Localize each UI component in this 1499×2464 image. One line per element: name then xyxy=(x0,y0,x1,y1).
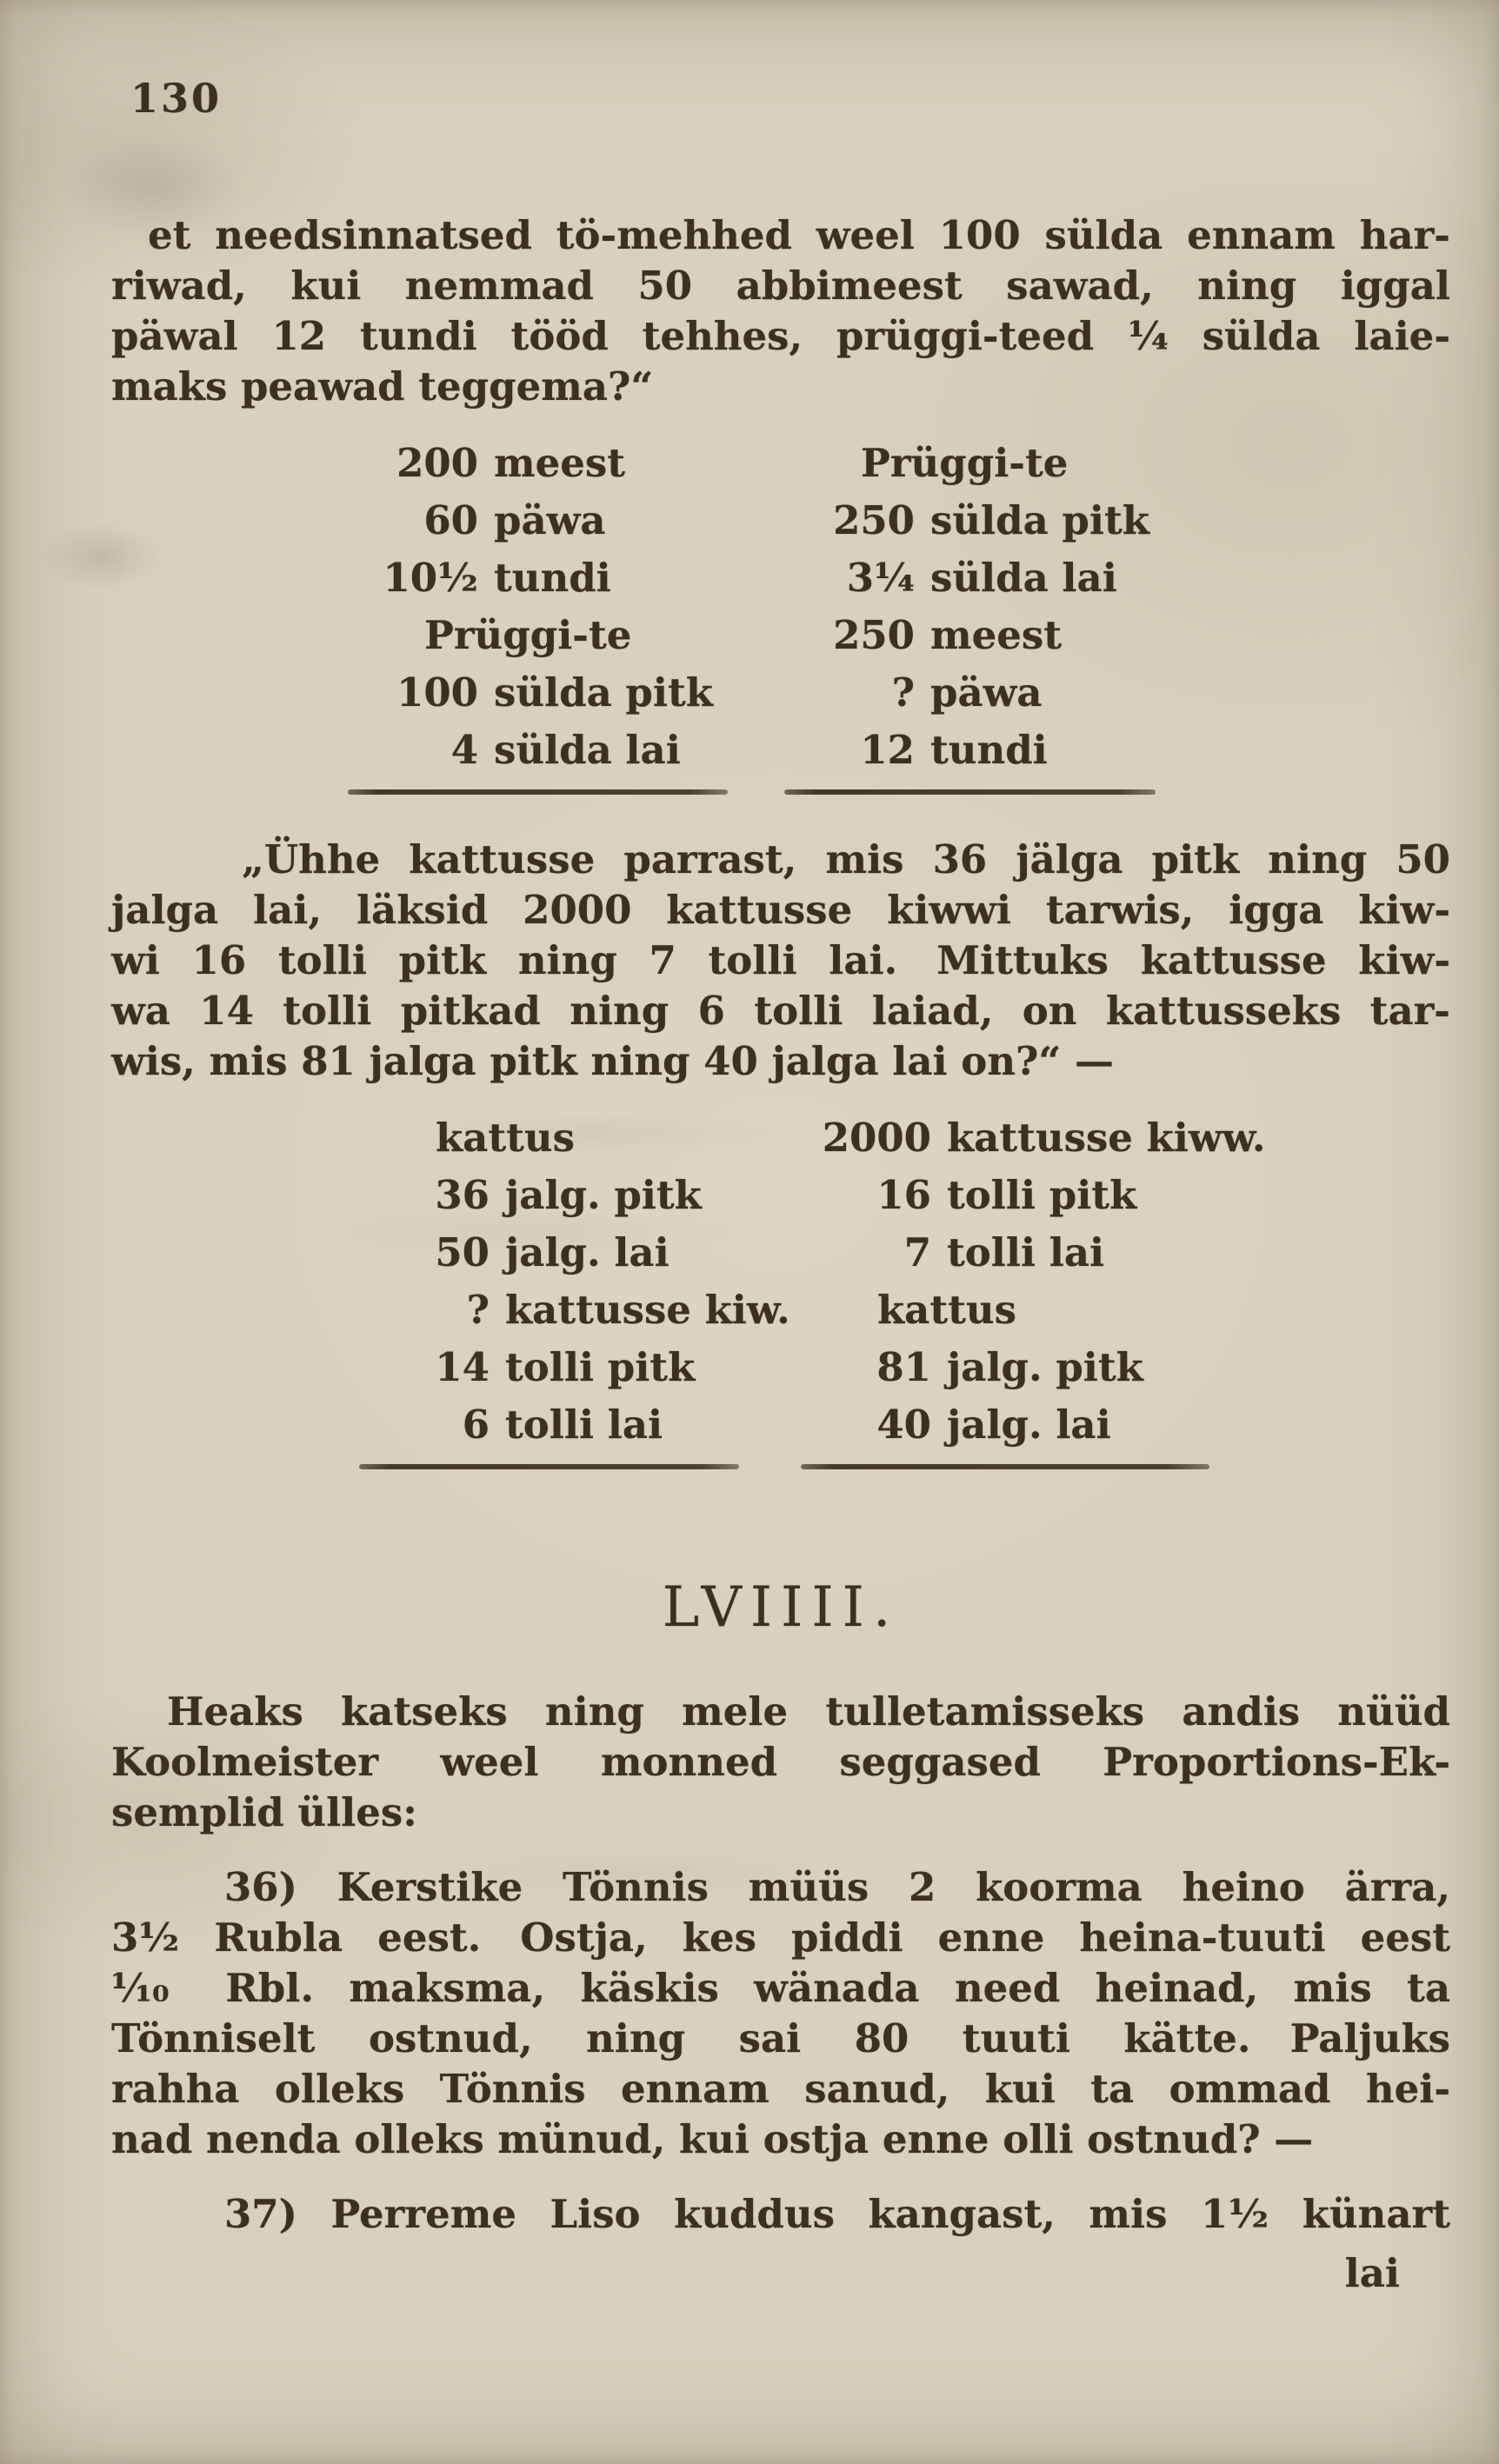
row-value: 10½ xyxy=(383,555,478,601)
text-line: wi 16 tolli pitk ning 7 tolli lai. Mittuks kattusse kiw- xyxy=(111,937,1450,983)
row-unit: tolli lai xyxy=(505,1402,663,1448)
row-value: 40 xyxy=(876,1402,931,1448)
row-value: 200 xyxy=(396,440,478,486)
table-row xyxy=(801,1396,1223,1454)
row-unit: jalg. lai xyxy=(505,1229,670,1275)
row-unit: kattusse kiww. xyxy=(947,1115,1266,1161)
table-row xyxy=(359,1396,750,1454)
text-line: päwal 12 tundi tööd tehhes, prüggi-teed ¼ sülda laie- xyxy=(111,313,1450,359)
row-unit: sülda pitk xyxy=(494,669,713,716)
row-value: 250 xyxy=(833,497,915,543)
row-unit: tolli pitk xyxy=(505,1344,696,1390)
table-row xyxy=(348,435,739,492)
paragraph-2 xyxy=(111,835,1450,1087)
paragraph-1 xyxy=(111,210,1450,412)
paragraph-3 xyxy=(111,1687,1450,1838)
page-number: 130 xyxy=(130,75,223,122)
row-value: 100 xyxy=(396,669,478,716)
text-line: Heaks katseks ning mele tulletamisseks andis nüüd xyxy=(167,1688,1450,1735)
row-value: 60 xyxy=(423,497,478,543)
table-row xyxy=(348,664,739,722)
row-value: 6 xyxy=(462,1402,490,1448)
table-1-left-column xyxy=(348,435,739,795)
row-value: 250 xyxy=(833,612,915,658)
table-row xyxy=(801,1339,1223,1396)
table-row xyxy=(784,492,1167,549)
row-unit: tundi xyxy=(930,727,1048,773)
table-row xyxy=(348,607,739,664)
text-line: wa 14 tolli pitkad ning 6 tolli laiad, on kattusseks tar- xyxy=(111,988,1450,1034)
catchword: lai xyxy=(1344,2250,1400,2296)
paragraph-5-exercise-37 xyxy=(111,2189,1450,2240)
row-unit: tolli pitk xyxy=(947,1172,1137,1218)
row-unit: meest xyxy=(494,440,625,486)
row-unit: Prüggi-te xyxy=(861,440,1069,486)
table-1-right-column xyxy=(784,435,1167,795)
proportion-table-2 xyxy=(111,1109,1450,1469)
table-row xyxy=(784,435,1167,492)
row-unit: sülda lai xyxy=(930,555,1117,601)
row-unit: jalg. pitk xyxy=(947,1344,1143,1390)
table-row xyxy=(348,722,739,779)
table-row xyxy=(359,1109,750,1167)
row-value xyxy=(348,607,424,664)
table-row xyxy=(784,607,1167,664)
text-line: Koolmeister weel monned seggased Proportions-Ek- xyxy=(111,1739,1450,1785)
text-line: wis, mis 81 jalga pitk ning 40 jalga lai on?“ — xyxy=(111,1038,1114,1084)
row-value: 81 xyxy=(876,1344,931,1390)
table-row xyxy=(784,664,1167,722)
section-heading: LVIIII. xyxy=(662,1575,900,1640)
table-row xyxy=(359,1167,750,1224)
row-value: ? xyxy=(466,1287,490,1333)
row-unit: päwa xyxy=(930,669,1043,716)
table-row xyxy=(801,1282,1223,1339)
row-unit: jalg. lai xyxy=(947,1402,1111,1448)
table-2-left-column xyxy=(359,1109,790,1469)
row-unit: sülda pitk xyxy=(930,497,1149,543)
table-row xyxy=(801,1224,1223,1282)
table-row xyxy=(801,1109,1266,1167)
text-column xyxy=(111,210,1450,2299)
row-unit: kattus xyxy=(436,1115,575,1161)
row-unit: meest xyxy=(930,612,1062,658)
text-line: semplid ülles: xyxy=(111,1789,417,1835)
row-unit: kattus xyxy=(877,1287,1016,1333)
row-value: 2000 xyxy=(822,1115,931,1161)
row-value: 14 xyxy=(435,1344,490,1390)
row-value xyxy=(801,1282,877,1339)
row-value: 12 xyxy=(860,727,915,773)
row-value: 50 xyxy=(435,1229,490,1275)
table-row xyxy=(359,1282,790,1339)
row-value: 16 xyxy=(876,1172,931,1218)
text-line: ⅒ Rbl. maksma, käskis wänada need heinad, mis ta xyxy=(111,1965,1450,2011)
row-unit: kattusse kiw. xyxy=(505,1287,790,1333)
row-value: 36 xyxy=(435,1172,490,1218)
row-unit: tundi xyxy=(494,555,611,601)
text-line: 36) Kerstike Tönnis müüs 2 koorma heino ärra, xyxy=(224,1864,1450,1910)
row-value: 7 xyxy=(903,1229,931,1275)
proportion-table-1 xyxy=(111,435,1450,795)
row-value: 3¼ xyxy=(846,555,915,601)
row-unit: päwa xyxy=(494,497,606,543)
row-value: 4 xyxy=(450,727,478,773)
row-value xyxy=(784,435,861,492)
paragraph-4-exercise-36 xyxy=(111,1862,1450,2165)
table-row xyxy=(359,1339,750,1396)
text-line: 37) Perreme Liso kuddus kangast, mis 1½ künart xyxy=(224,2191,1450,2237)
text-line: „Ühhe kattusse parrast, mis 36 jälga pitk ning 50 xyxy=(242,836,1450,882)
text-line: maks peawad teggema?“ xyxy=(111,363,654,410)
row-unit: sülda lai xyxy=(494,727,681,773)
text-line: et needsinnatsed tö-mehhed weel 100 sülda ennam har- xyxy=(148,212,1450,258)
text-line: jalga lai, läksid 2000 kattusse kiwwi tarwis, igga kiw- xyxy=(111,887,1450,933)
row-unit: jalg. pitk xyxy=(505,1172,702,1218)
text-line: Tönniselt ostnud, ning sai 80 tuuti kätte. Paljuks xyxy=(111,2015,1450,2061)
text-line: 3½ Rubla eest. Ostja, kes piddi enne heina-tuuti eest xyxy=(111,1915,1450,1961)
table-row xyxy=(359,1224,750,1282)
table-row xyxy=(784,549,1167,607)
table-row xyxy=(801,1167,1223,1224)
text-line: nad nenda olleks münud, kui ostja enne olli ostnud? — xyxy=(111,2116,1314,2162)
text-line: riwad, kui nemmad 50 abbimeest sawad, ning iggal xyxy=(111,263,1450,309)
row-value: ? xyxy=(891,669,915,716)
table-2-right-column xyxy=(801,1109,1266,1469)
row-value xyxy=(359,1109,436,1167)
text-line: rahha olleks Tönnis ennam sanud, kui ta ommad hei- xyxy=(111,2066,1450,2112)
table-row xyxy=(348,492,739,549)
table-row xyxy=(784,722,1167,779)
row-unit: Prüggi-te xyxy=(424,612,632,658)
row-unit: tolli lai xyxy=(947,1229,1105,1275)
table-row xyxy=(348,549,739,607)
